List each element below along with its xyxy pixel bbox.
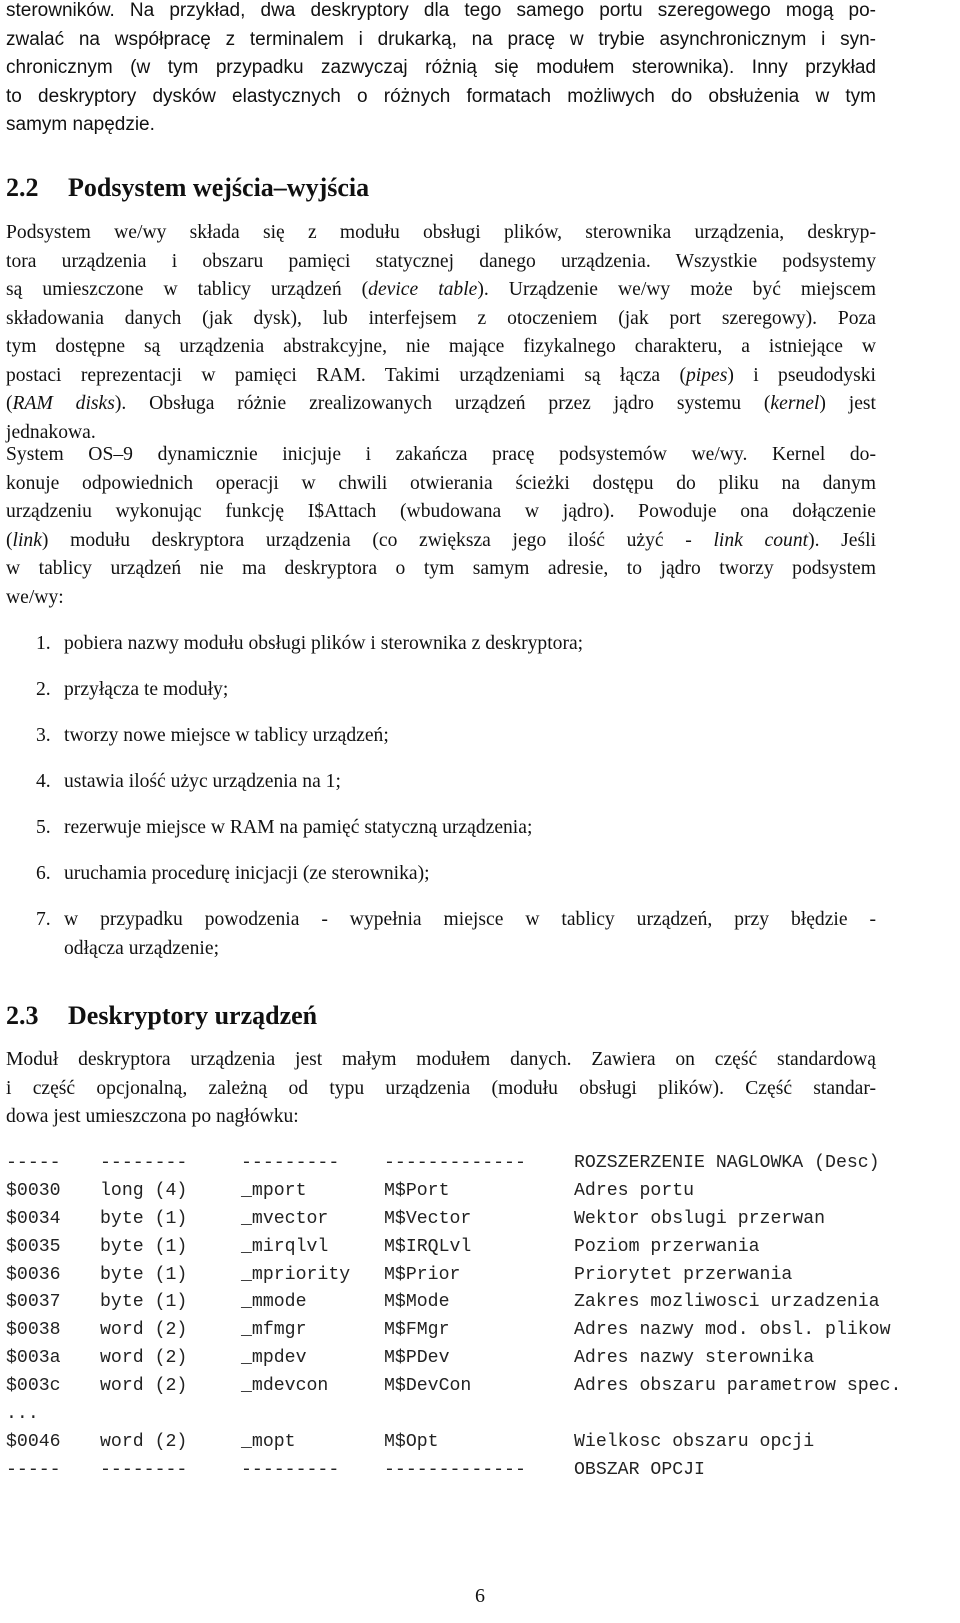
text-line: we/wy:	[6, 586, 64, 608]
list-item: 4. ustawia ilość użyc urządzenia na 1;	[36, 771, 341, 792]
table-cell: _mopt	[241, 1431, 296, 1452]
table-cell: _mirqlvl	[241, 1236, 329, 1257]
table-cell: byte (1)	[100, 1292, 188, 1313]
table-cell: M$Mode	[384, 1292, 450, 1313]
table-cell: Wektor obslugi przerwan	[574, 1208, 826, 1229]
table-cell: Zakres mozliwosci urzadzenia	[574, 1292, 880, 1313]
text-line: dowa jest umieszczona po nagłówku:	[6, 1106, 299, 1127]
table-row	[6, 1206, 946, 1234]
page-number: 6	[475, 1585, 485, 1607]
table-cell: $0030	[6, 1180, 61, 1201]
table-cell: byte (1)	[100, 1208, 188, 1229]
table-cell: M$Vector	[384, 1208, 472, 1229]
table-row	[6, 1429, 946, 1457]
table-cell: word (2)	[100, 1348, 188, 1369]
table-cell: $003a	[6, 1348, 61, 1369]
table-row	[6, 1289, 946, 1317]
term-kernel: kernel	[770, 393, 820, 414]
table-row	[6, 1262, 946, 1290]
text-line: konuje odpowiednich operacji w chwili otwierania ścieżki dostępu do pliku na danym	[6, 472, 876, 494]
table-cell: -----	[6, 1459, 61, 1480]
text-line: są umieszczone w tablicy urządzeń (device table). Urządzenie we/wy może być miejscem	[6, 279, 876, 300]
table-cell: _mport	[241, 1180, 307, 1201]
table-cell: $0038	[6, 1320, 61, 1341]
list-item: 3. tworzy nowe miejsce w tablicy urządzeń;	[36, 725, 389, 746]
text-line: w tablicy urządzeń nie ma deskryptora o tym samym adresie, to jądro tworzy podsystem	[6, 558, 876, 579]
table-cell: OBSZAR OPCJI	[574, 1459, 705, 1480]
section-number: 2.2	[6, 173, 39, 202]
section-title: Podsystem wejścia–wyjścia	[68, 173, 370, 202]
table-cell: Adres obszaru parametrow spec.	[574, 1376, 902, 1397]
table-cell: M$Opt	[384, 1431, 439, 1452]
table-row	[6, 1345, 946, 1373]
table-cell: M$Prior	[384, 1264, 461, 1285]
descriptor-table	[6, 1150, 946, 1485]
list-item: 1. pobiera nazwy modułu obsługi plików i sterownika z deskryptora;	[36, 633, 584, 654]
table-cell: -------------	[384, 1459, 526, 1480]
table-cell: ...	[6, 1404, 39, 1425]
table-cell: Wielkosc obszaru opcji	[574, 1431, 815, 1452]
table-cell: Adres nazwy sterownika	[574, 1348, 815, 1369]
table-cell: byte (1)	[100, 1264, 188, 1285]
table-cell: $003c	[6, 1376, 61, 1397]
list-item: 6. uruchamia procedurę inicjacji (ze sterownika);	[36, 863, 430, 884]
list-item: 7. w przypadku powodzenia - wypełnia miejsce w tablicy urządzeń, przy błędzie - odłącza urządzenie;	[36, 909, 876, 959]
term-link-count: link count	[713, 529, 809, 551]
text-line: tora urządzenia i obszaru pamięci statycznej danego urządzenia. Wszystkie podsystemy	[6, 250, 876, 272]
table-row	[6, 1317, 946, 1345]
section-2-2-paragraph-1	[6, 219, 876, 447]
table-cell: $0046	[6, 1431, 61, 1452]
text-line: postaci reprezentacji w pamięci RAM. Takimi urządzeniami są łącza (pipes) i pseudodyski	[6, 364, 876, 386]
table-cell: _mpriority	[241, 1264, 351, 1285]
section-title: Deskryptory urządzeń	[68, 1001, 318, 1030]
table-cell: M$DevCon	[384, 1376, 472, 1397]
text-line: i część opcjonalną, zależną od typu urządzenia (modułu obsługi plików). Część standar-	[6, 1077, 876, 1099]
table-cell: ROZSZERZENIE NAGLOWKA (Desc)	[574, 1153, 880, 1173]
table-cell: M$FMgr	[384, 1320, 450, 1341]
section-heading-2-2	[6, 172, 369, 204]
text-line: samym napędzie.	[6, 114, 155, 135]
text-line: System OS–9 dynamicznie inicjuje i zakańcza pracę podsystemów we/wy. Kernel do-	[6, 444, 876, 465]
table-row	[6, 1457, 946, 1485]
table-cell: --------	[100, 1459, 188, 1480]
table-cell: $0035	[6, 1236, 61, 1257]
table-cell: -------------	[384, 1153, 526, 1173]
text-line: tym dostępne są urządzenia abstrakcyjne, nie mające fizykalnego charakteru, a istniejące w	[6, 336, 876, 357]
section-number: 2.3	[6, 1001, 39, 1030]
table-cell: word (2)	[100, 1431, 188, 1452]
table-cell: Adres nazwy mod. obsl. plikow	[574, 1320, 891, 1341]
table-cell: _mvector	[241, 1208, 329, 1229]
text-line: to deskryptory dysków elastycznych o różnych formatach możliwych do obsłużenia w tym	[6, 85, 876, 107]
section-2-3-paragraph	[6, 1046, 876, 1132]
table-cell: M$Port	[384, 1180, 450, 1201]
table-row	[6, 1373, 946, 1401]
text-line: urządzeniu wykonując funkcję I$Attach (wbudowana w jądro). Powoduje ona dołączenie	[6, 501, 876, 522]
table-cell: M$IRQLvl	[384, 1236, 472, 1257]
table-row	[6, 1178, 946, 1206]
text-line: zwalać na współpracę z terminalem i drukarką, na pracę w trybie asynchronicznym i syn-	[6, 28, 876, 50]
table-row	[6, 1150, 946, 1178]
table-cell: --------	[100, 1153, 188, 1173]
term-pipes: pipes	[686, 364, 728, 386]
table-cell: ---------	[241, 1153, 340, 1173]
steps-list	[6, 630, 876, 981]
table-cell: $0037	[6, 1292, 61, 1313]
table-cell: word (2)	[100, 1320, 188, 1341]
table-row	[6, 1234, 946, 1262]
table-cell: ---------	[241, 1459, 340, 1480]
section-heading-2-3	[6, 1000, 317, 1032]
term-link: link	[12, 529, 42, 551]
term-ram-disks: RAM disks	[12, 393, 115, 414]
table-cell: Adres portu	[574, 1180, 695, 1201]
table-cell: _mdevcon	[241, 1376, 329, 1397]
list-item: 5. rezerwuje miejsce w RAM na pamięć statyczną urządzenia;	[36, 817, 533, 838]
table-cell: -----	[6, 1153, 61, 1173]
table-cell: byte (1)	[100, 1236, 188, 1257]
term-device-table: device table	[368, 279, 478, 300]
text-line: chronicznym (w tym przypadku zazwyczaj różnią się modułem sterownika). Inny przykład	[6, 57, 876, 78]
intro-paragraph	[6, 0, 876, 140]
table-cell: Priorytet przerwania	[574, 1264, 793, 1285]
table-cell: Poziom przerwania	[574, 1236, 760, 1257]
table-cell: _mmode	[241, 1292, 307, 1313]
table-cell: $0034	[6, 1208, 61, 1229]
text-line: Podsystem we/wy składa się z modułu obsługi plików, sterownika urządzenia, deskryp-	[6, 222, 876, 243]
table-cell: M$PDev	[384, 1348, 450, 1369]
table-cell: word (2)	[100, 1376, 188, 1397]
text-line: Moduł deskryptora urządzenia jest małym modułem danych. Zawiera on część standardową	[6, 1049, 876, 1070]
table-cell: _mpdev	[241, 1348, 307, 1369]
table-cell: _mfmgr	[241, 1320, 307, 1341]
table-cell: $0036	[6, 1264, 61, 1285]
text-line: (link) modułu deskryptora urządzenia (co zwiększa jego ilość użyć - link count). Jeśli	[6, 529, 877, 551]
list-item: 2. przyłącza te moduły;	[36, 679, 229, 700]
text-line: sterowników. Na przykład, dwa deskryptory dla tego samego portu szeregowego mogą po-	[6, 0, 876, 21]
table-cell: long (4)	[100, 1180, 188, 1201]
text-line: jednakowa.	[6, 421, 96, 443]
table-row	[6, 1401, 946, 1429]
text-line: (RAM disks). Obsługa różnie zrealizowanych urządzeń przez jądro systemu (kernel) jest	[6, 393, 876, 414]
section-2-2-paragraph-2	[6, 441, 876, 612]
text-line: składowania danych (jak dysk), lub interfejsem z otoczeniem (jak port szeregowy). Poza	[6, 307, 876, 329]
